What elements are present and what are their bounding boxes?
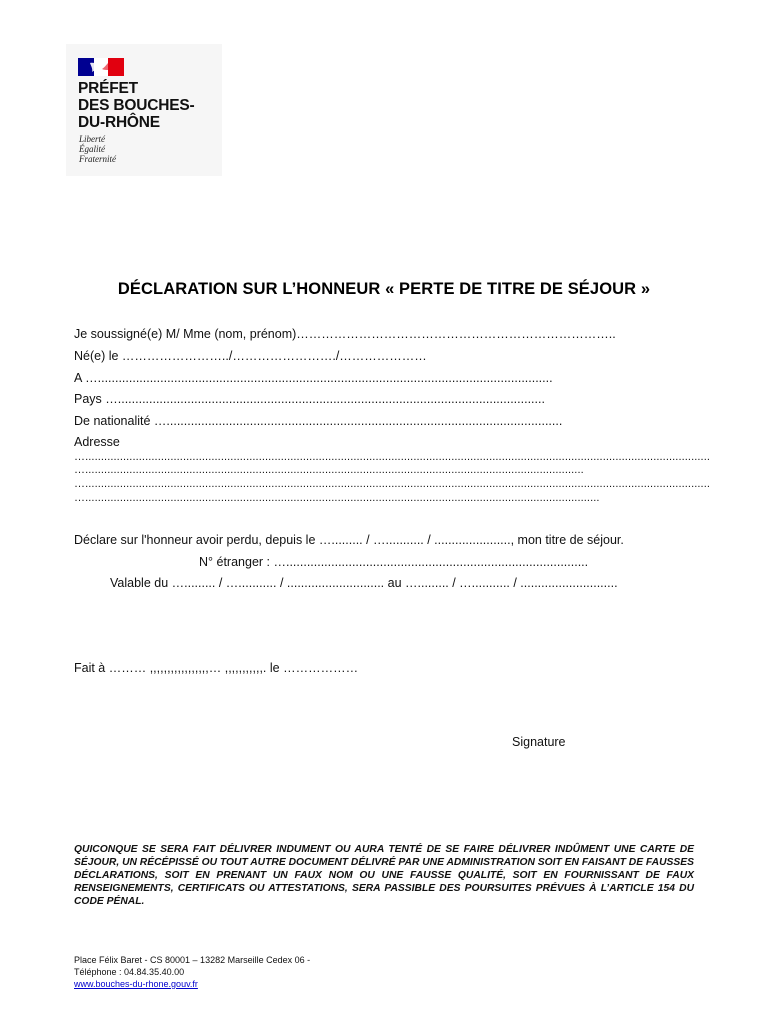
footer-website-link[interactable]: www.bouches-du-rhone.gouv.fr [74,979,198,989]
declaration-line[interactable]: Déclare sur l'honneur avoir perdu, depuis le …......... / …........... / ......................, mon titre de séjour. [74,533,624,547]
address-line-1[interactable]: …...................................................................................................................................................................................................... [74,451,711,463]
legal-warning: QUICONQUE SE SERA FAIT DÉLIVRER INDUMENT OU AURA TENTÉ DE SE FAIRE DÉLIVRER INDÛMENT UNE CARTE DE SÉJOUR, UN RÉCÉPISSÉ OU TOUT AUTRE DOCUMENT DÉLIVRÉ PAR UNE ADMINISTRATION SOIT EN FAISANT DE FAUSSES DÉCLARATIONS, SOIT EN PRENANT UN FAUX NOM OU UNE FAUSSE QUALITÉ, SOIT EN FOURNISSANT DE FAUX RENSEIGNEMENTS, CERTIFICATS OU ATTESTATIONS, SERA PASSIBLE DES POURSUITES PRÉVUES À L’ARTICLE 154 DU CODE PÉNAL. [74,844,694,907]
motto-liberte: Liberté [79,134,105,144]
birth-place-field[interactable]: A …................................................................................................................................... [74,371,553,385]
birth-date-field[interactable]: Né(e) le ……………………../……………………./………………… [74,349,427,363]
document-title: DÉCLARATION SUR L’HONNEUR « PERTE DE TITRE DE SÉJOUR » [117,280,651,298]
foreigner-number-field[interactable]: N° étranger : …....................................................................................... [199,555,589,569]
validity-field[interactable]: Valable du …......... / …........... / ............................ au …......... / …........... / ............................ [110,576,618,590]
country-field[interactable]: Pays …........................................................................................................................... [74,392,545,406]
address-line-3[interactable]: …...................................................................................................................................................................................................... [74,478,711,490]
address-line-4[interactable]: …................................................................................................................................................................... [74,492,600,504]
signature-label: Signature [512,735,566,749]
footer-phone: Téléphone : 04.84.35.40.00 [74,967,185,977]
prefet-line-1: PRÉFET [78,80,138,97]
prefet-line-2: DES BOUCHES- [78,97,195,114]
address-line-2[interactable]: ….............................................................................................................................................................. [74,464,584,476]
footer-address: Place Félix Baret - CS 80001 – 13282 Marseille Cedex 06 - [74,955,311,965]
prefecture-logo [66,44,222,176]
nationality-field[interactable]: De nationalité ….................................................................................................................. [74,414,563,428]
prefet-line-3: DU-RHÔNE [78,114,160,131]
name-field[interactable]: Je soussigné(e) M/ Mme (nom, prénom)………………………………………………………………….. [74,327,616,341]
made-at-field[interactable]: Fait à ……… ,,,,,,,,,,,,,,,,,… ,,,,,,,,,,,. le ……………… [74,661,359,675]
marianne-flag-icon [78,58,124,76]
address-label: Adresse [74,435,120,449]
motto-egalite: Égalité [79,144,105,154]
motto-fraternite: Fraternité [79,154,116,164]
